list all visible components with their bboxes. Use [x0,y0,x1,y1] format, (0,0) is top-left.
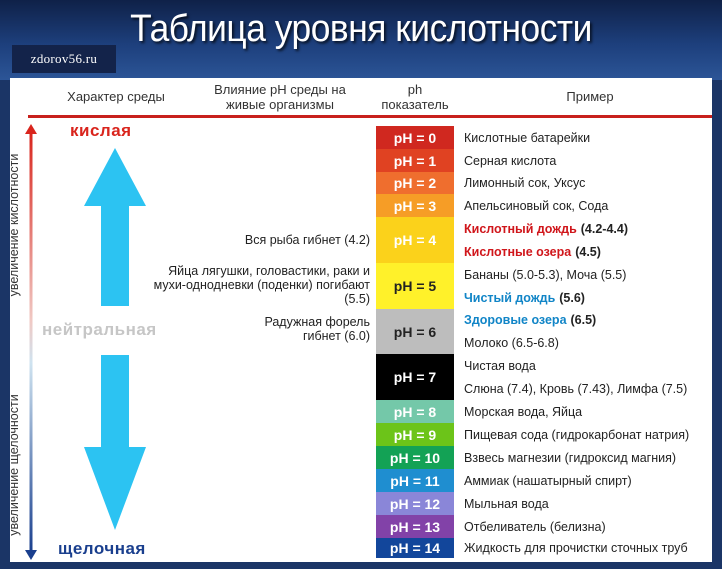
axis-arrow-icon [22,124,40,560]
example-ph6-healthy-lakes [464,309,596,331]
example-ph13: Отбеливатель (белизна) [464,519,606,534]
ph-cell-3: pH = 3 [376,194,454,217]
example-ph9: Пищевая сода (гидрокарбонат натрия) [464,427,690,442]
example-ph10: Взвесь магнезии (гидроксид магния) [464,450,677,465]
ph-cell-8: pH = 8 [376,400,454,423]
zone-label-neutral: нейтральная [42,320,157,339]
effect-ph5: Яйца лягушки, головастики, раки и мухи-однодневки (поденки) погибают (5.5) [153,264,370,306]
ph-cell-4: pH = 4 [376,217,454,263]
ph-cell-14: pH = 14 [376,538,454,558]
ph-cell-0: pH = 0 [376,126,454,149]
example-ph8: Морская вода, Яйца [464,404,583,419]
side-label-alkalinity: увеличение щелочности [7,394,21,536]
example-ph3: Апельсиновый сок, Сода [464,198,609,213]
example-ph1: Серная кислота [464,153,557,168]
example-ph0: Кислотные батарейки [464,130,591,145]
ph-cell-6: pH = 6 [376,309,454,354]
example-ph5-bananas: Бананы (5.0-5.3), Моча (5.5) [464,267,627,282]
highlight-text: Чистый дождь [464,290,556,305]
value-text: (4.5) [575,244,601,259]
site-watermark: zdorov56.ru [12,45,116,73]
ph-cell-1: pH = 1 [376,149,454,172]
highlight-text: Кислотный дождь [464,221,577,236]
zone-label-alkaline: щелочная [58,539,146,558]
column-header-character: Характер среды [67,89,165,104]
example-ph4-acid-rain [464,217,628,240]
ph-cell-10: pH = 10 [376,446,454,469]
ph-cell-11: pH = 11 [376,469,454,492]
example-ph11: Аммиак (нашатырный спирт) [464,473,632,488]
ph-cell-5: pH = 5 [376,263,454,309]
ph-cell-12: pH = 12 [376,492,454,515]
page-title: Таблица уровня кислотности [130,8,592,50]
effect-ph4: Вся рыба гибнет (4.2) [244,233,370,247]
example-ph4-acid-lakes [464,240,601,263]
value-text: (4.2-4.4) [580,221,629,236]
effect-ph6: Радужная форель гибнет (6.0) [264,315,370,343]
example-ph2: Лимонный сок, Уксус [464,176,586,190]
example-ph7-saliva: Слюна (7.4), Кровь (7.43), Лимфа (7.5) [464,381,688,396]
highlight-text: Здоровые озера [464,313,567,327]
ph-cell-2: pH = 2 [376,172,454,194]
example-ph7-water: Чистая вода [464,358,536,373]
example-ph6-milk: Молоко (6.5-6.8) [464,335,559,350]
arrow-down-icon [84,355,146,530]
value-text: (5.6) [559,290,585,305]
zone-label-acid: кислая [70,121,132,140]
column-header-effect: Влияние pH среды на живые организмы [214,82,346,112]
highlight-text: Кислотные озера [464,244,572,259]
ph-cell-9: pH = 9 [376,423,454,446]
column-header-ph: ph показатель [381,82,449,112]
header-rule [28,115,712,118]
column-header-example: Пример [566,89,614,104]
side-label-acidity: увеличение кислотности [7,153,21,297]
example-ph14: Жидкость для прочистки сточных труб [464,541,688,555]
arrow-up-icon [84,148,146,306]
ph-cell-7: pH = 7 [376,354,454,400]
example-ph5-clean-rain [464,286,585,309]
ph-cell-13: pH = 13 [376,515,454,538]
value-text: (6.5) [570,313,597,327]
example-ph12: Мыльная вода [464,496,549,511]
